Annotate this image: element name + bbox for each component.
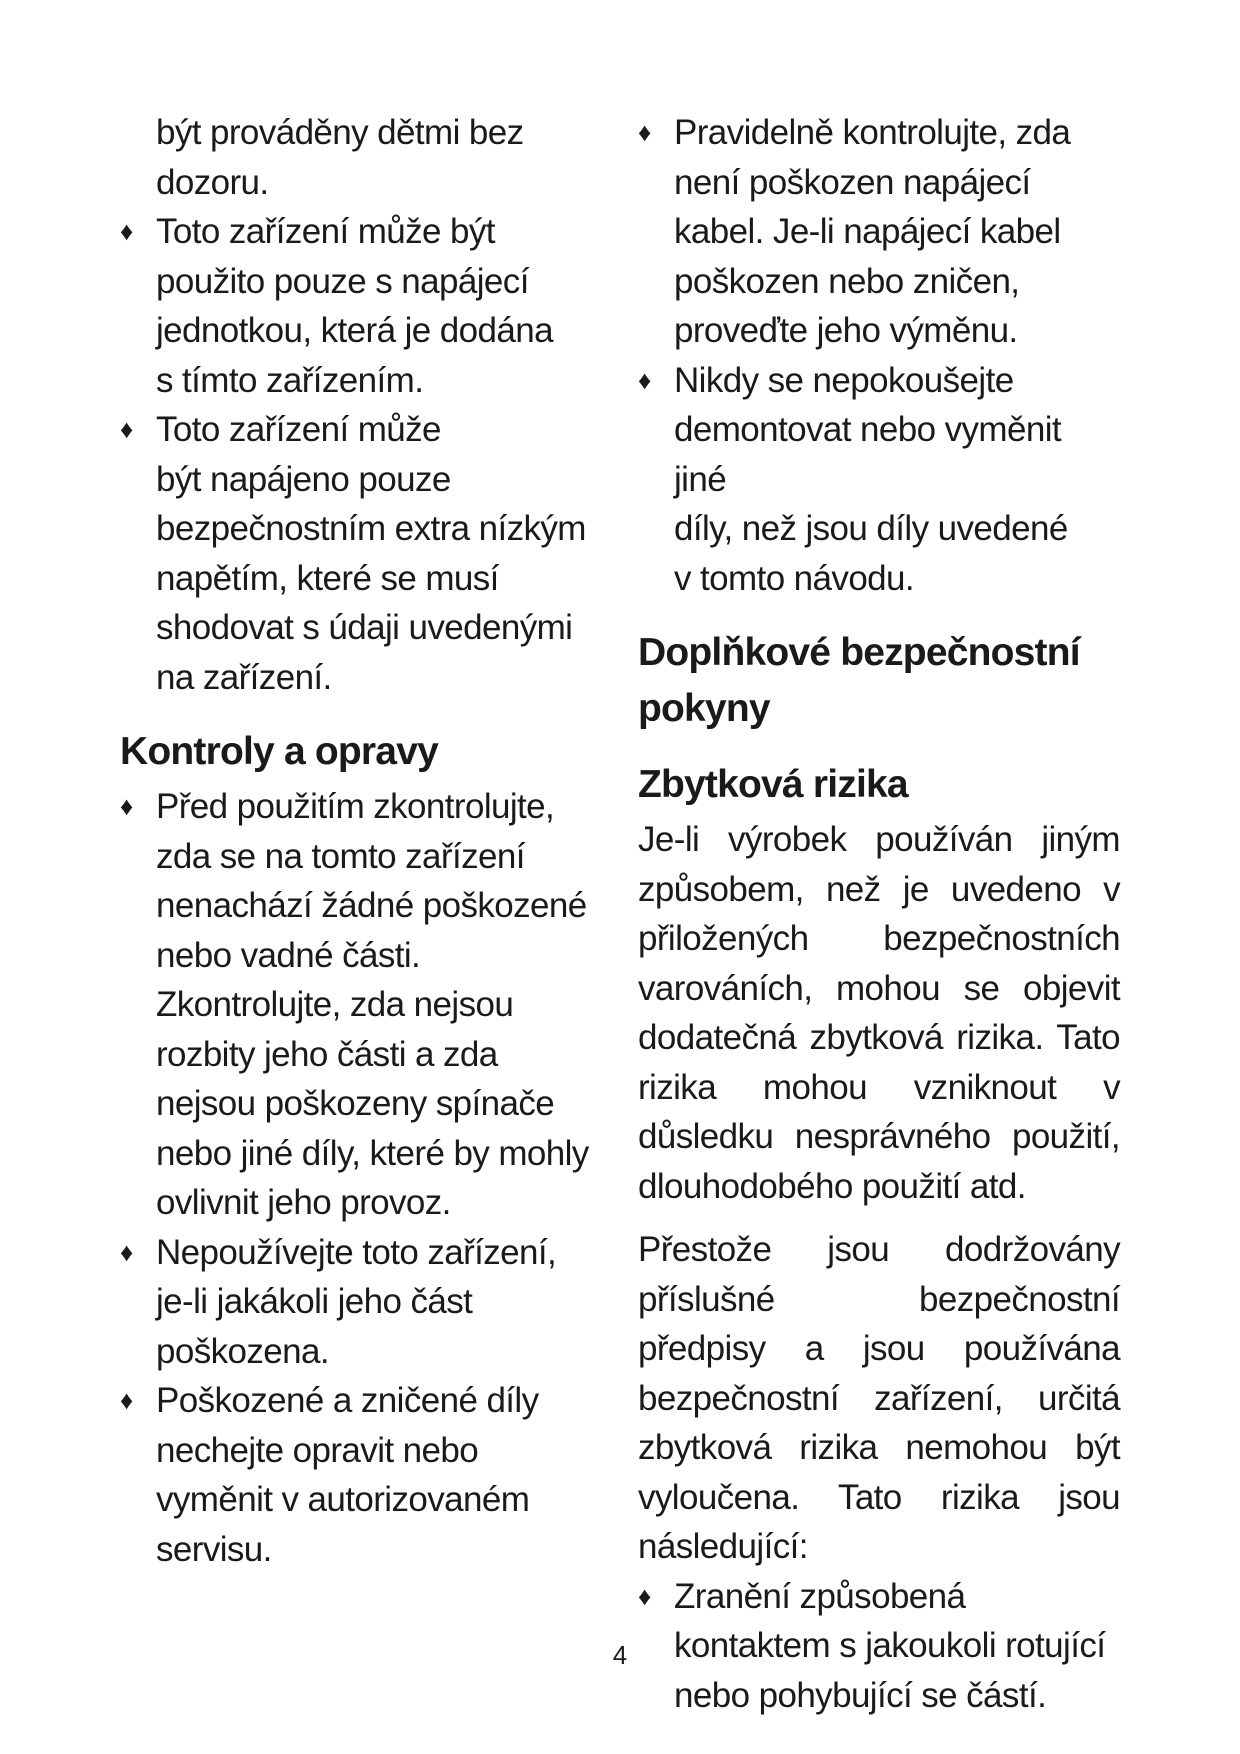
- text-line: v tomto návodu.: [674, 558, 915, 598]
- diamond-bullet-icon: ♦: [120, 1236, 133, 1267]
- left-bullets-bottom: [120, 782, 600, 1574]
- intro-continuation: [120, 108, 600, 207]
- text-line: je-li jakákoli jeho část: [156, 1282, 473, 1321]
- text-line: nejsou poškozeny spínače: [156, 1084, 555, 1123]
- list-item: [638, 356, 1120, 604]
- text-line: shodovat s údaji uvedenými: [156, 608, 573, 647]
- text-line: kabel. Je-li napájecí kabel: [674, 212, 1061, 251]
- paragraph-residual-risks: Je-li výrobek používán jiným způsobem, než je uvedeno v přiložených bezpečnostních varováních, mohou se objevit dodatečná zbytková rizika. Tato rizika mohou vzniknout v důsledku nesprávného použití, dlouhodobého použití atd.: [638, 820, 1120, 1206]
- text-line: jednotkou, která je dodána: [156, 311, 553, 350]
- page-number: 4: [612, 1640, 628, 1670]
- text-line: bezpečnostním extra nízkým: [156, 509, 586, 548]
- text-line: použito pouze s napájecí: [156, 261, 529, 301]
- text-line: demontovat nebo vyměnit jiné: [674, 410, 1061, 499]
- diamond-bullet-icon: ♦: [120, 791, 133, 821]
- text-line: servisu.: [156, 1529, 272, 1569]
- left-column: [120, 108, 600, 1574]
- diamond-bullet-icon: ♦: [120, 216, 133, 246]
- text-line: Poškozené a zničené díly: [156, 1381, 539, 1420]
- text-line: být napájeno pouze: [156, 459, 451, 499]
- text-line: nebo jiné díly, které by mohly: [156, 1133, 589, 1173]
- text-line: ovlivnit jeho provoz.: [156, 1183, 451, 1222]
- diamond-bullet-icon: ♦: [120, 1385, 133, 1415]
- intro-item: [120, 108, 600, 207]
- text-line: Zkontrolujte, zda nejsou: [156, 985, 514, 1024]
- text-line: zda se na tomto zařízení: [156, 836, 525, 876]
- diamond-bullet-icon: ♦: [120, 414, 133, 444]
- text-line: nenachází žádné poškozené: [156, 886, 587, 925]
- text-line: nebo vadné části.: [156, 935, 421, 975]
- right-bullets-top: [638, 108, 1120, 603]
- list-item: [638, 108, 1120, 356]
- intro-line-1: být prováděny dětmi bez: [156, 113, 524, 152]
- section-heading-zbytkova: Zbytková rizika: [638, 763, 908, 806]
- text-line: rozbity jeho části a zda: [156, 1034, 498, 1074]
- text-line: není poškozen napájecí: [674, 162, 1031, 202]
- left-bullets-top: [120, 207, 600, 702]
- text-line: nechejte opravit nebo: [156, 1430, 479, 1470]
- intro-line-2: dozoru.: [156, 162, 269, 202]
- text-line: na zařízení.: [156, 657, 332, 697]
- diamond-bullet-icon: ♦: [638, 1580, 651, 1611]
- text-line: poškozena.: [156, 1331, 330, 1371]
- text-line: poškozen nebo zničen,: [674, 261, 1020, 301]
- text-line: Toto zařízení může: [156, 410, 441, 449]
- text-line: Pravidelně kontrolujte, zda: [674, 113, 1071, 152]
- list-item: [120, 1228, 600, 1377]
- paragraph-safety-rules: Přestože jsou dodržovány příslušné bezpečnostní předpisy a jsou používána bezpečnostní zařízení, určitá zbytková rizika nemohou být vyloučena. Tato rizika jsou následující:: [638, 1230, 1120, 1566]
- text-line: napětím, které se musí: [156, 558, 499, 598]
- text-line: Zranění způsobená: [674, 1576, 966, 1616]
- list-item: [120, 405, 600, 702]
- text-line: Toto zařízení může být: [156, 212, 495, 251]
- section-heading-doplnkove: Doplňkové bezpečnostní pokyny: [638, 631, 1080, 730]
- list-item: [120, 207, 600, 405]
- text-line: Nepoužívejte toto zařízení,: [156, 1232, 557, 1272]
- text-line: díly, než jsou díly uvedené: [674, 509, 1068, 548]
- section-heading-kontroly: Kontroly a opravy: [120, 730, 438, 773]
- text-line: nebo pohybující se částí.: [674, 1675, 1047, 1715]
- text-line: kontaktem s jakoukoli rotující: [674, 1626, 1106, 1665]
- text-line: s tímto zařízením.: [156, 360, 424, 400]
- text-line: Nikdy se nepokoušejte: [674, 360, 1014, 400]
- list-item: [120, 782, 600, 1228]
- diamond-bullet-icon: ♦: [638, 117, 651, 147]
- right-column: [638, 108, 1120, 1720]
- list-item: [120, 1376, 600, 1574]
- text-line: vyměnit v autorizovaném: [156, 1480, 530, 1519]
- diamond-bullet-icon: ♦: [638, 364, 651, 395]
- text-line: proveďte jeho výměnu.: [674, 311, 1018, 350]
- text-line: Před použitím zkontrolujte,: [156, 787, 555, 826]
